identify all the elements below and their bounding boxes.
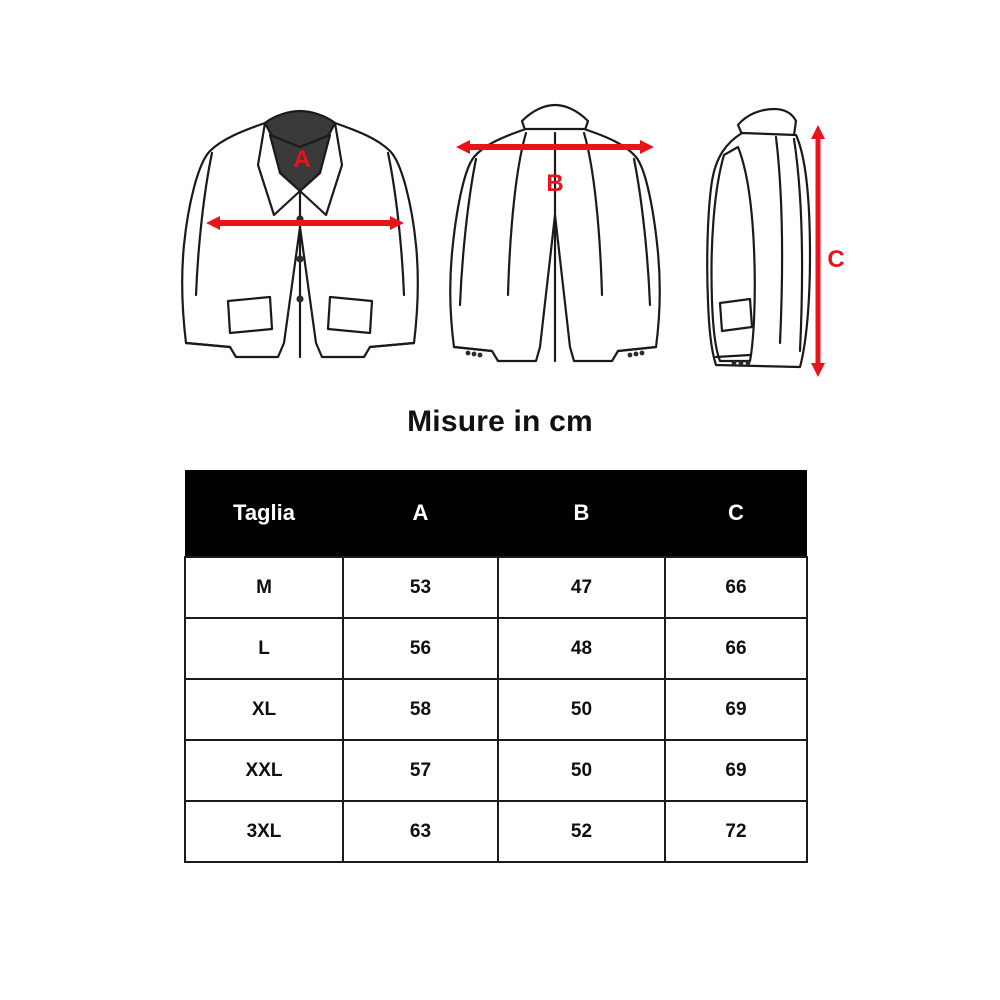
table-header-b: B xyxy=(498,470,665,557)
cell-size: L xyxy=(185,618,343,679)
table-header-row xyxy=(185,470,807,557)
size-table-container xyxy=(184,470,806,863)
cell-size: XL xyxy=(185,679,343,740)
cell-a: 63 xyxy=(343,801,498,862)
cell-c: 66 xyxy=(665,557,807,618)
cell-b: 47 xyxy=(498,557,665,618)
cell-c: 66 xyxy=(665,618,807,679)
table-row xyxy=(185,740,807,801)
table-header-c: C xyxy=(665,470,807,557)
cell-c: 69 xyxy=(665,679,807,740)
cell-a: 56 xyxy=(343,618,498,679)
cell-a: 53 xyxy=(343,557,498,618)
cell-c: 69 xyxy=(665,740,807,801)
cell-c: 72 xyxy=(665,801,807,862)
cell-size: 3XL xyxy=(185,801,343,862)
table-row xyxy=(185,618,807,679)
cell-b: 52 xyxy=(498,801,665,862)
marker-label-b: B xyxy=(546,170,564,197)
jacket-back-view xyxy=(440,95,670,385)
table-header-a: A xyxy=(343,470,498,557)
measurement-unit-caption: Misure in cm xyxy=(407,405,593,438)
cell-b: 50 xyxy=(498,740,665,801)
cell-b: 48 xyxy=(498,618,665,679)
size-table xyxy=(184,470,808,863)
cell-a: 57 xyxy=(343,740,498,801)
marker-label-a: A xyxy=(293,146,311,173)
table-row xyxy=(185,557,807,618)
table-row xyxy=(185,679,807,740)
garment-illustrations xyxy=(0,95,1000,385)
measure-line-c xyxy=(811,125,825,377)
cell-b: 50 xyxy=(498,679,665,740)
cell-size: XXL xyxy=(185,740,343,801)
table-header-size: Taglia xyxy=(185,470,343,557)
cell-size: M xyxy=(185,557,343,618)
marker-label-c: C xyxy=(827,246,845,273)
jacket-side-view xyxy=(690,95,860,385)
table-row xyxy=(185,801,807,862)
jacket-front-view xyxy=(170,95,430,385)
cell-a: 58 xyxy=(343,679,498,740)
